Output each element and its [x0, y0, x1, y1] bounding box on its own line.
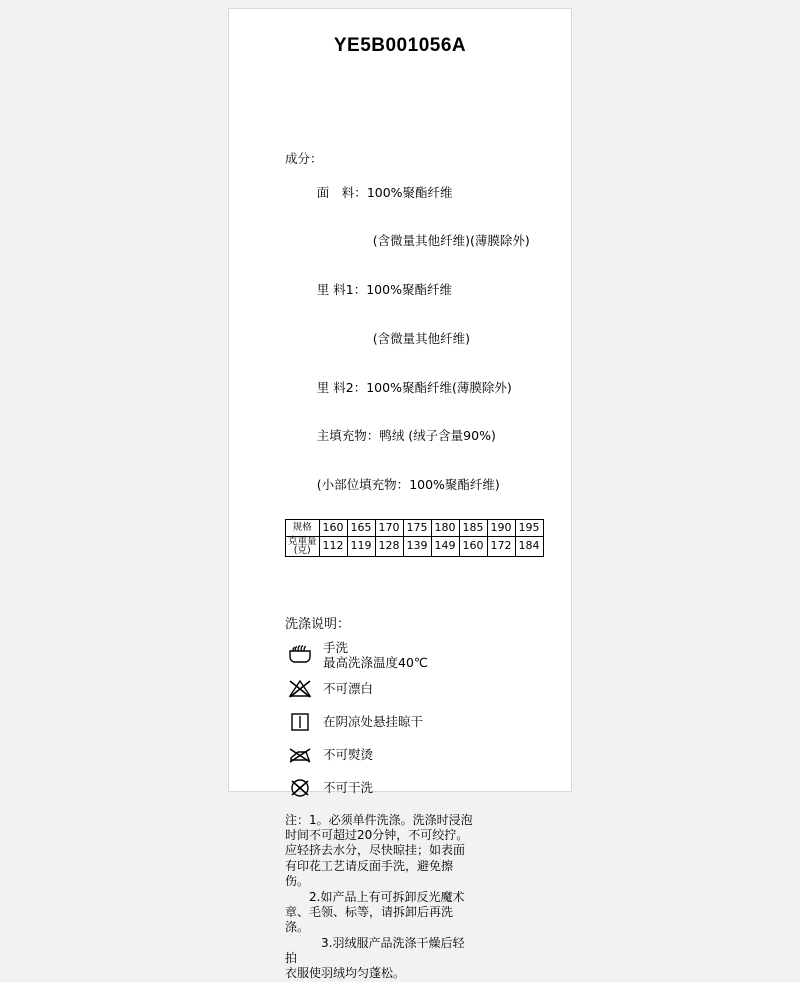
hand-wash-icon — [285, 644, 315, 666]
list-item — [285, 707, 553, 737]
composition-row-value: 100%聚酯纤维 — [366, 282, 452, 297]
composition-row — [285, 461, 553, 510]
table-cell: 139 — [403, 536, 431, 556]
note-line: 有印花工艺请反面手洗，避免擦伤。 — [285, 858, 454, 889]
list-item — [285, 773, 553, 803]
composition-block — [285, 151, 553, 510]
table-cell: 165 — [347, 519, 375, 536]
composition-row-value: 鸭绒 (绒子含量90%) — [379, 428, 496, 444]
table-cell: 190 — [487, 519, 515, 536]
wash-line-1: 不可干洗 — [323, 779, 374, 795]
care-label-card — [228, 8, 572, 981]
table-cell: 160 — [459, 536, 487, 556]
table-row-header: 规格 — [286, 519, 320, 536]
list-item-label — [323, 640, 428, 671]
composition-row-label: (小部位填充物： — [316, 477, 410, 492]
wash-line-1: 不可漂白 — [323, 680, 374, 696]
table-row — [286, 519, 544, 536]
composition-row-label: 主填充物： — [316, 428, 380, 444]
table-cell: 112 — [319, 536, 347, 556]
composition-row-value: (含微量其他纤维) — [372, 330, 471, 346]
table-cell: 184 — [515, 536, 543, 556]
note-line: 应轻挤去水分，尽快晾挂；如表面 — [285, 843, 466, 858]
composition-row-value: 100%聚酯纤维) — [409, 477, 500, 492]
do-not-dry-clean-icon — [285, 777, 315, 799]
table-cell: 128 — [375, 536, 403, 556]
composition-row-value: 100%聚酯纤维(薄膜除外) — [366, 379, 512, 395]
note-line: 章、毛领、标等，请拆卸后再洗涤。 — [285, 904, 454, 935]
table-cell: 195 — [515, 519, 543, 536]
table-cell: 185 — [459, 519, 487, 536]
list-item — [285, 674, 553, 704]
composition-row — [285, 168, 553, 217]
table-row-header: 克重量 (克) — [286, 536, 320, 556]
page-title: YE5B001056A — [333, 35, 467, 56]
note-line: 2.如产品上有可拆卸反光魔术 — [285, 889, 465, 904]
washing-list — [285, 640, 553, 803]
table-cell: 175 — [403, 519, 431, 536]
table-cell: 170 — [375, 519, 403, 536]
do-not-bleach-icon — [285, 678, 315, 700]
washing-notes — [285, 813, 475, 982]
composition-row — [285, 412, 553, 461]
table-cell: 149 — [431, 536, 459, 556]
note-line: 3.羽绒服产品洗涤干燥后轻拍 — [285, 935, 465, 965]
line-dry-in-shade-icon — [285, 711, 315, 733]
table-cell: 119 — [347, 536, 375, 556]
composition-row — [285, 363, 553, 412]
table-row — [286, 536, 544, 556]
wash-line-2: 最高洗涤温度40℃ — [323, 655, 428, 671]
list-item-label — [323, 747, 373, 763]
composition-row-value: 100%聚酯纤维 — [366, 184, 453, 200]
composition-heading: 成分： — [285, 151, 323, 166]
list-item-label — [323, 780, 373, 796]
wash-line-1: 在阴凉处悬挂晾干 — [323, 713, 424, 729]
do-not-iron-icon — [285, 744, 315, 766]
composition-row — [285, 315, 553, 364]
list-item — [285, 640, 553, 671]
table-cell: 172 — [487, 536, 515, 556]
label-content — [285, 151, 553, 982]
list-item-label — [323, 681, 373, 697]
composition-row-label: 里 料1： — [316, 282, 367, 297]
table-cell: 160 — [319, 519, 347, 536]
washing-title: 洗涤说明： — [285, 616, 351, 632]
wash-line-1: 不可熨烫 — [323, 746, 374, 762]
list-item — [285, 740, 553, 770]
list-item-label — [323, 714, 423, 730]
note-line: 衣服使羽绒均匀蓬松。 — [285, 966, 406, 981]
composition-row-value: (含微量其他纤维)(薄膜除外) — [372, 233, 530, 249]
composition-row — [285, 217, 553, 266]
note-line: 注：1。必须单件洗涤。洗涤时浸泡 — [285, 812, 473, 827]
table-cell: 180 — [431, 519, 459, 536]
size-weight-table — [285, 519, 544, 557]
note-line: 时间不可超过20分钟，不可绞拧。 — [285, 828, 469, 843]
composition-row-label: 里 料2： — [316, 379, 367, 395]
composition-row — [285, 266, 553, 315]
wash-line-1: 手洗 — [323, 639, 349, 655]
composition-row-label: 面 料： — [316, 184, 367, 200]
